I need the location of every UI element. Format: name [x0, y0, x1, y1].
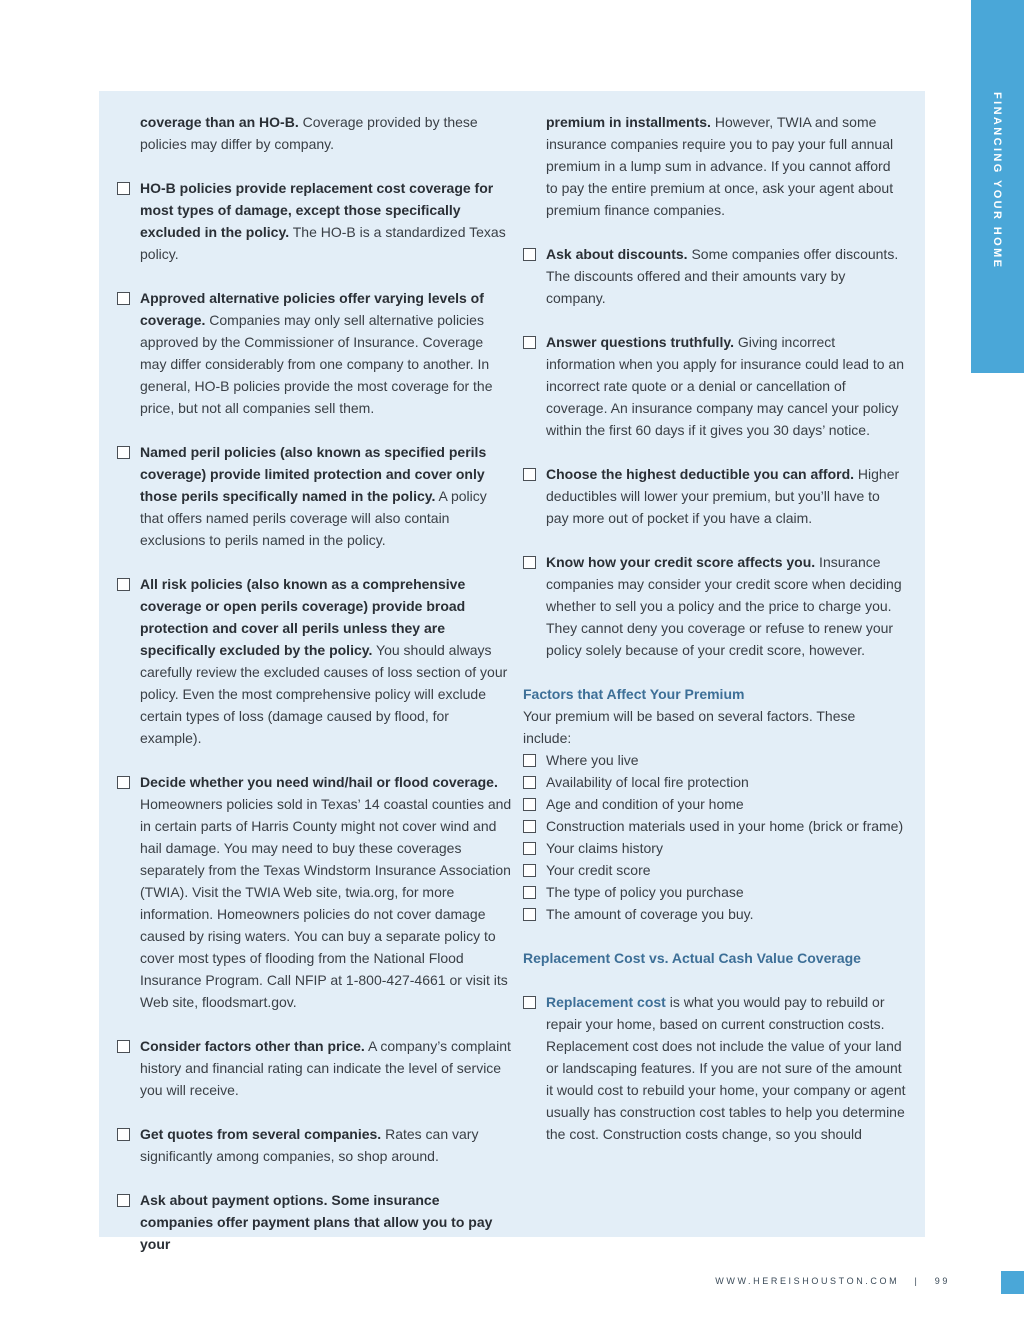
footer-separator: | — [914, 1276, 920, 1286]
list-item-text: Availability of local fire protection — [546, 774, 749, 790]
left-paragraph — [140, 111, 512, 155]
checkbox[interactable] — [523, 468, 536, 481]
checklist-item-truthfully — [546, 331, 906, 441]
checkbox[interactable] — [117, 1194, 130, 1207]
list-item-text: Age and condition of your home — [546, 796, 744, 812]
checkbox[interactable] — [523, 842, 536, 855]
checklist-item-text: Companies may only sell alternative policies approved by the Commissioner of Insurance. Coverage may differ considerably from one company to another. In general, HO-B policies provide the most coverage for the price, but not all companies sell them. — [140, 312, 493, 416]
checkbox[interactable] — [117, 446, 130, 459]
left-column — [140, 111, 512, 1277]
checkbox[interactable] — [523, 798, 536, 811]
checkbox[interactable] — [523, 820, 536, 833]
list-item-text: Construction materials used in your home (brick or frame) — [546, 818, 904, 834]
footer-url — [715, 1276, 950, 1286]
checklist-item-discounts — [546, 243, 906, 309]
checkbox[interactable] — [523, 886, 536, 899]
checklist-item-text: The HO-B is a standardized Texas policy. — [140, 224, 506, 262]
checkbox[interactable] — [523, 776, 536, 789]
checklist-item-title: Consider factors other than price. — [140, 1038, 365, 1054]
checklist-item-alternative-policies — [140, 287, 512, 419]
checkbox[interactable] — [117, 292, 130, 305]
checklist-item-text: A company’s complaint history and financial rating can indicate the level of service you will receive. — [140, 1038, 511, 1098]
checklist-item-credit-score — [546, 551, 906, 661]
factors-intro: Your premium will be based on several factors. These include: — [523, 708, 856, 746]
checkbox[interactable] — [117, 578, 130, 591]
checklist-item-deductible — [546, 463, 906, 529]
paragraph-text: However, TWIA and some insurance companies require you to pay your full annual premium in a lump sum in advance. If you cannot afford to pay the entire premium at once, ask your agent about premium finance companies. — [546, 114, 894, 218]
checkbox[interactable] — [117, 182, 130, 195]
list-item — [546, 859, 906, 881]
checklist-item-title: Answer questions truthfully. — [546, 334, 734, 350]
replacement-cost-term: Replacement cost — [546, 994, 666, 1010]
replacement-heading: Replacement Cost vs. Actual Cash Value Coverage — [523, 950, 861, 966]
factors-list — [546, 749, 906, 925]
list-item — [546, 837, 906, 859]
checklist-item-payment-options — [140, 1189, 512, 1255]
checklist-item-ho-b — [140, 177, 512, 265]
checklist-item-text: Insurance companies may consider your credit score when deciding whether to sell you a policy and the price to charge you. They cannot deny you coverage or refuse to renew your policy solely because of your credit score, however. — [546, 554, 902, 658]
checklist-item-title: Choose the highest deductible you can afford. — [546, 466, 855, 482]
list-item — [546, 903, 906, 925]
checklist-item-text: Homeowners policies sold in Texas’ 14 coastal counties and in certain parts of Harris County might not cover wind and hail damage. You may need to buy these coverages separately from the Texas Windstorm Insurance Association (TWIA). Visit the TWIA Web site, twia.org, for more information. Homeowners policies do not cover damage caused by rising waters. You can buy a separate policy to cover most types of flooding from the National Flood Insurance Program. Call NFIP at 1-800-427-4661 or visit its Web site, floodsmart.gov. — [140, 796, 512, 1010]
right-column — [523, 111, 906, 1167]
paragraph-bold-text: premium in installments. — [546, 114, 711, 130]
checkbox[interactable] — [523, 556, 536, 569]
list-item — [546, 793, 906, 815]
footer-accent-square — [1001, 1271, 1024, 1294]
paragraph-text: Coverage provided by these policies may differ by company. — [140, 114, 478, 152]
list-item — [546, 815, 906, 837]
checklist-item-title: All risk policies (also known as a comprehensive coverage or open perils coverage) provide broad protection and cover all perils unless they are specifically excluded by the policy. — [140, 576, 466, 658]
list-item-text: Where you live — [546, 752, 639, 768]
checkbox[interactable] — [523, 754, 536, 767]
list-item-text: Your claims history — [546, 840, 663, 856]
checklist-item-all-risk — [140, 573, 512, 749]
checkbox[interactable] — [523, 336, 536, 349]
checkbox[interactable] — [117, 776, 130, 789]
right-paragraph — [546, 111, 906, 221]
checkbox[interactable] — [117, 1128, 130, 1141]
checklist-item-title: Ask about payment options. Some insurance companies offer payment plans that allow you to pay your — [140, 1192, 493, 1252]
checklist-item-text: You should always carefully review the excluded causes of loss section of your policy. Even the most comprehensive policy will exclude certain types of loss (damage caused by flood, for example). — [140, 642, 508, 746]
checklist-item-title: Know how your credit score affects you. — [546, 554, 816, 570]
checklist-item-text: Giving incorrect information when you apply for insurance could lead to an incorrect rate quote or a denial or cancellation of coverage. An insurance company may cancel your policy within the first 60 days if it gives you 30 days’ notice. — [546, 334, 904, 438]
checklist-item-other-factors — [140, 1035, 512, 1101]
checklist-item-named-peril — [140, 441, 512, 551]
checklist-item-wind-flood — [140, 771, 512, 1013]
page-number: 99 — [934, 1276, 950, 1286]
section-tab-label: FINANCING YOUR HOME — [991, 92, 1003, 270]
checkbox[interactable] — [117, 1040, 130, 1053]
checklist-item-title: Ask about discounts. — [546, 246, 688, 262]
section-tab-notch — [971, 358, 986, 373]
checkbox[interactable] — [523, 248, 536, 261]
paragraph-bold-text: coverage than an HO-B. — [140, 114, 299, 130]
list-item-text: Your credit score — [546, 862, 651, 878]
checklist-item-title: Get quotes from several companies. — [140, 1126, 382, 1142]
checklist-item-title: Approved alternative policies offer varying levels of coverage. — [140, 290, 484, 328]
checklist-item-title: Named peril policies (also known as specified perils coverage) provide limited protection and cover only those perils specifically named in the policy. — [140, 444, 487, 504]
checklist-item-replacement-cost — [546, 991, 906, 1145]
list-item-text: The type of policy you purchase — [546, 884, 744, 900]
checklist-item-text: is what you would pay to rebuild or repair your home, based on current construction costs. Replacement cost does not include the value of your land or landscaping features. If you are not sure of the amount it would cost to rebuild your home, your company or agent usually has construction cost tables to help you determine the cost. Construction costs change, so you should — [546, 994, 906, 1142]
checklist-item-text: Rates can vary significantly among companies, so shop around. — [140, 1126, 479, 1164]
factors-heading: Factors that Affect Your Premium — [523, 686, 745, 702]
checklist-item-title: HO-B policies provide replacement cost coverage for most types of damage, except those specifically excluded in the policy. — [140, 180, 494, 240]
checklist-item-text: Higher deductibles will lower your premium, but you’ll have to pay more out of pocket if you have a claim. — [546, 466, 900, 526]
checklist-item-text: A policy that offers named perils coverage will also contain exclusions to perils named in the policy. — [140, 488, 487, 548]
list-item-text: The amount of coverage you buy. — [546, 906, 754, 922]
list-item — [546, 881, 906, 903]
checklist-item-title: Decide whether you need wind/hail or flood coverage. — [140, 774, 498, 790]
checklist-item-text: Some companies offer discounts. The discounts offered and their amounts vary by company. — [546, 246, 899, 306]
list-item — [546, 771, 906, 793]
checkbox[interactable] — [523, 864, 536, 877]
list-item — [546, 749, 906, 771]
checkbox[interactable] — [523, 908, 536, 921]
checklist-item-quotes — [140, 1123, 512, 1167]
footer-url-text: WWW.HEREISHOUSTON.COM — [715, 1276, 900, 1286]
checkbox[interactable] — [523, 996, 536, 1009]
